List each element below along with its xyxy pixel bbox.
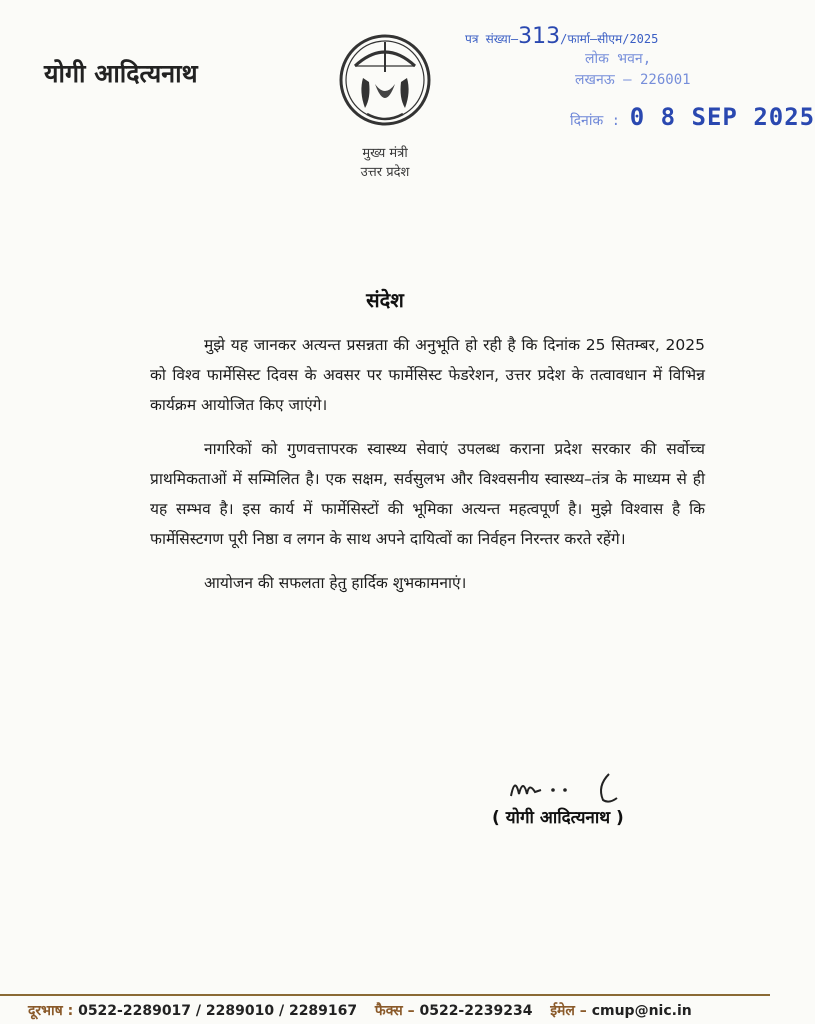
phone-numbers: 0522-2289017 / 2289010 / 2289167: [78, 1003, 358, 1019]
message-body: [150, 330, 705, 598]
footer-divider: [0, 994, 770, 996]
message-paragraph-2: नागरिकों को गुणवत्तापरक स्वास्थ्य सेवाएं उपलब्ध कराना प्रदेश सरकार की सर्वोच्च प्राथमिकताओं में सम्मिलित है। एक सक्षम, सर्वसुलभ और विश्वसनीय स्वास्थ्य–तंत्र के माध्यम से ही यह सम्भव है। इस कार्य में फार्मेसिस्टों की भूमिका अत्यन्त महत्वपूर्ण है। मुझे विश्वास है कि फार्मेसिस्टगण पूरी निष्ठा व लगन के साथ अपने दायित्वों का निर्वहन निरन्तर करते रहेंगे।: [150, 440, 705, 548]
fax-label: फैक्स –: [374, 1003, 415, 1019]
emblem-caption-line2: उत्तर प्रदेश: [360, 165, 410, 180]
date-label: दिनांक :: [570, 113, 621, 129]
stamp-office-line: लोक भवन,: [585, 51, 652, 67]
up-emblem-icon: [337, 28, 433, 142]
ref-suffix: /फार्मा–सीएम/2025: [560, 32, 659, 46]
ref-number: 313: [518, 24, 561, 49]
letterhead-name: योगी आदित्यनाथ: [44, 59, 198, 88]
signatory-name: ( योगी आदित्यनाथ ): [492, 808, 624, 828]
dispatch-stamp: [465, 24, 815, 131]
phone-label: दूरभाष :: [28, 1003, 74, 1019]
stamp-city-line: लखनऊ – 226001: [575, 72, 691, 88]
reference-number: [465, 24, 765, 49]
email-label: ईमेल –: [550, 1003, 587, 1019]
footer-contact: [28, 1001, 768, 1020]
stamp-date: [570, 103, 815, 131]
email-address[interactable]: cmup@nic.in: [591, 1003, 692, 1019]
fax-number: 0522-2239234: [419, 1003, 533, 1019]
emblem-caption-line1: मुख्य मंत्री: [362, 146, 408, 161]
date-value: 0 8 SEP 2025: [629, 103, 815, 131]
state-emblem: [330, 28, 440, 188]
ref-prefix: पत्र संख्या–: [465, 32, 519, 46]
message-paragraph-1: मुझे यह जानकर अत्यन्त प्रसन्नता की अनुभूति हो रही है कि दिनांक 25 सितम्बर, 2025 को विश्व फार्मेसिस्ट दिवस के अवसर पर फार्मेसिस्ट फेडरेशन, उत्तर प्रदेश के तत्वावधान में विभिन्न कार्यक्रम आयोजित किए जाएंगे।: [150, 336, 705, 414]
message-heading: संदेश: [366, 288, 404, 312]
closing-line: आयोजन की सफलता हेतु हार्दिक शुभकामनाएं।: [204, 574, 467, 592]
